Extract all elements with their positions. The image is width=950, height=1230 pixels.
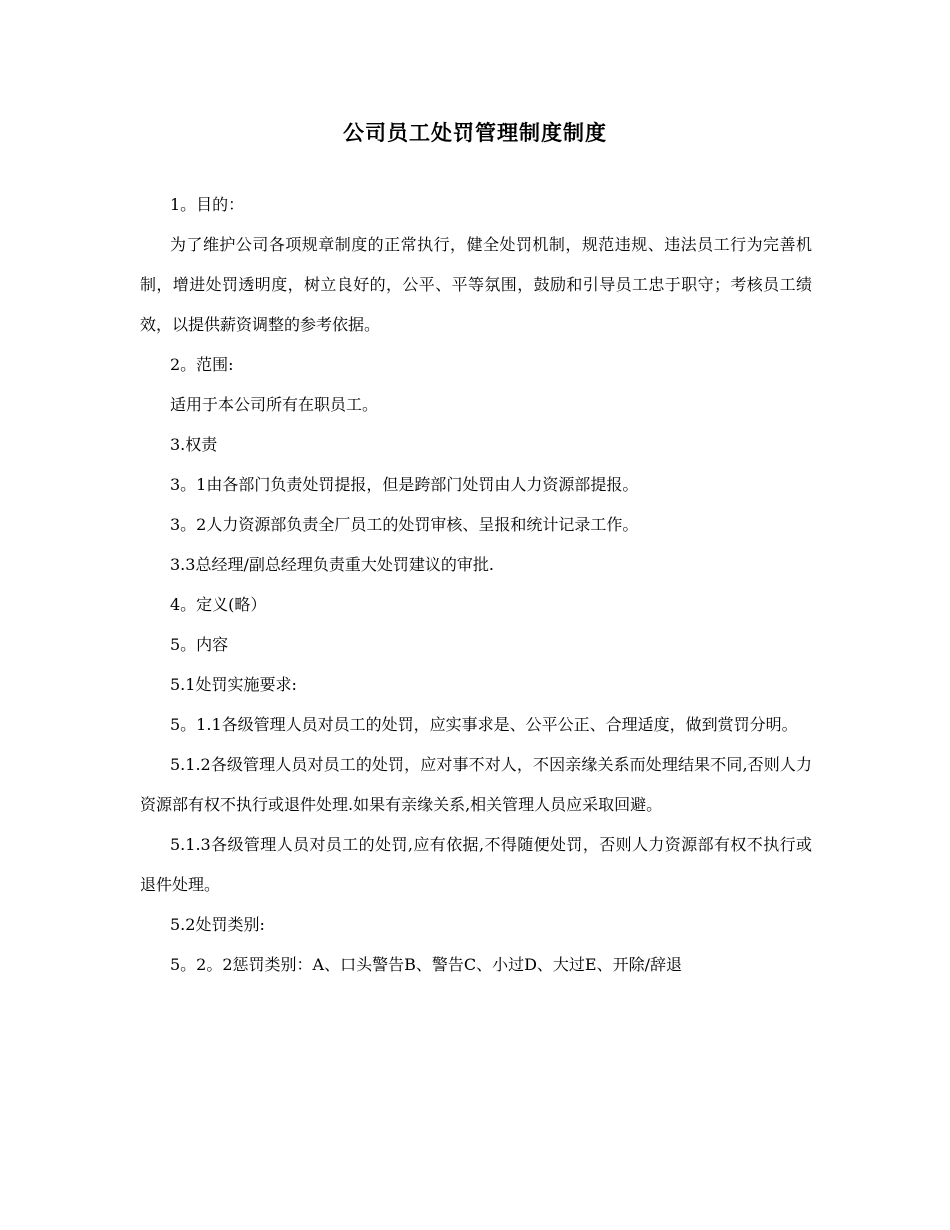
paragraph-content-heading: 5。内容 (170, 635, 229, 654)
paragraph-requirement-5-1-3: 5.1.3各级管理人员对员工的处罚,应有依据,不得随便处罚，否则人力资源部有权不执行或退件处理。 (140, 835, 812, 894)
paragraph-requirement-5-1-1: 5。1.1各级管理人员对员工的处罚，应实事求是、公平公正、合理适度，做到赏罚分明。 (170, 715, 798, 734)
paragraph-scope-text: 适用于本公司所有在职员工。 (170, 395, 379, 414)
paragraph-categories-heading: 5.2处罚类别: (170, 915, 265, 934)
paragraph-responsibility-3-2: 3。2人力资源部负责全厂员工的处罚审核、呈报和统计记录工作。 (170, 515, 639, 534)
paragraph-categories-5-2-2: 5。2。2惩罚类别：A、口头警告B、警告C、小过D、大过E、开除/辞退 (170, 955, 682, 974)
document-body (140, 185, 812, 985)
paragraph-responsibility-3-3: 3.3总经理/副总经理负责重大处罚建议的审批. (170, 555, 494, 574)
paragraph-scope-heading: 2。范围: (170, 355, 234, 374)
paragraph-purpose-heading: 1。目的： (170, 195, 245, 214)
paragraph-definition-heading: 4。定义(略） (170, 595, 267, 614)
paragraph-requirements-heading: 5.1处罚实施要求: (170, 675, 297, 694)
document-title: 公司员工处罚管理制度制度 (343, 120, 607, 145)
paragraph-requirement-5-1-2: 5.1.2各级管理人员对员工的处罚，应对事不对人，不因亲缘关系而处理结果不同,否则人力资源部有权不执行或退件处理.如果有亲缘关系,相关管理人员应采取回避。 (140, 755, 812, 814)
paragraph-purpose-text: 为了维护公司各项规章制度的正常执行，健全处罚机制，规范违规、违法员工行为完善机制，增进处罚透明度，树立良好的，公平、平等氛围，鼓励和引导员工忠于职守；考核员工绩效，以提供薪资调整的参考依据。 (140, 235, 812, 334)
paragraph-responsibility-3-1: 3。1由各部门负责处罚提报，但是跨部门处罚由人力资源部提报。 (170, 475, 639, 494)
paragraph-responsibility-heading: 3.权责 (170, 435, 218, 454)
